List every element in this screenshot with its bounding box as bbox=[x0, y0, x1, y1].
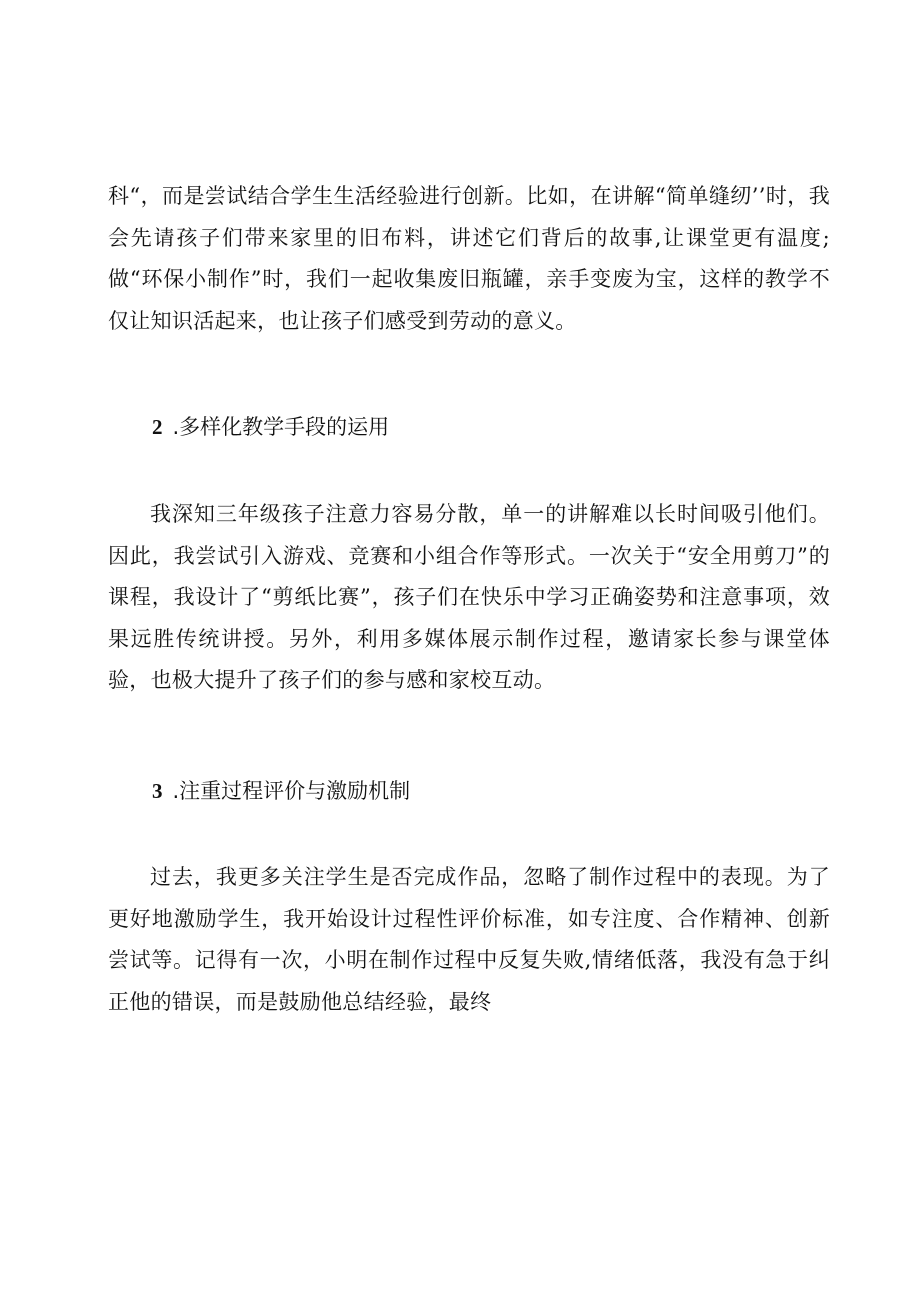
section-title: .多样化教学手段的运用 bbox=[172, 415, 390, 439]
section-number: 2 bbox=[152, 415, 163, 439]
section-heading-3 bbox=[152, 776, 410, 806]
paragraph-process-evaluation: 过去，我更多关注学生是否完成作品，忽略了制作过程中的表现。为了更好地激励学生，我开始设计过程性评价标准，如专注度、合作精神、创新尝试等。记得有一次，小明在制作过程中反复失败,情绪低落，我没有急于纠正他的错误，而是鼓励他总结经验，最终 bbox=[108, 865, 830, 1014]
section-number: 3 bbox=[152, 779, 163, 803]
paragraph-continuation: 科“，而是尝试结合学生生活经验进行创新。比如，在讲解“简单缝纫’’时，我会先请孩子们带来家里的旧布料，讲述它们背后的故事,让课堂更有温度;做“环保小制作”时，我们一起收集废旧瓶罐，亲手变废为宝，这样的教学不仅让知识活起来，也让孩子们感受到劳动的意义。 bbox=[108, 184, 830, 333]
paragraph-teaching-methods: 我深知三年级孩子注意力容易分散，单一的讲解难以长时间吸引他们。因此，我尝试引入游戏、竞赛和小组合作等形式。一次关于“安全用剪刀”的课程，我设计了“剪纸比赛”，孩子们在快乐中学习正确姿势和注意事项，效果远胜传统讲授。另外，利用多媒体展示制作过程，邀请家长参与课堂体验，也极大提升了孩子们的参与感和家校互动。 bbox=[108, 502, 830, 692]
section-title: .注重过程评价与激励机制 bbox=[172, 779, 411, 803]
section-heading-2 bbox=[152, 412, 389, 442]
